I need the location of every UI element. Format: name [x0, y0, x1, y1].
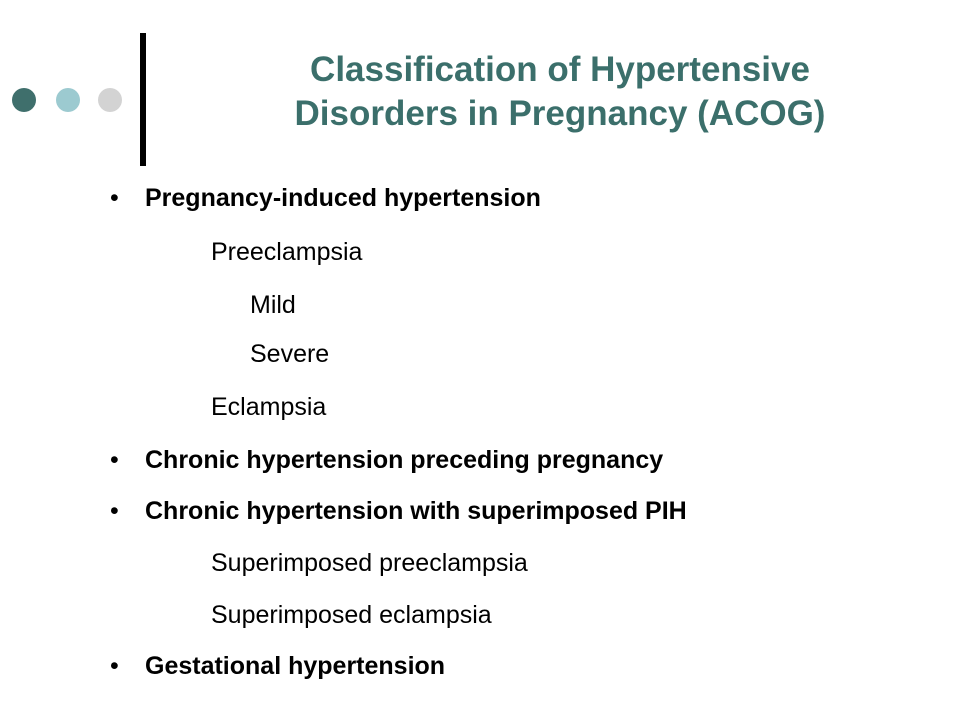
bullet-chronic-hypertension: Chronic hypertension preceding pregnancy — [145, 446, 664, 474]
bullet-marker: • — [110, 652, 119, 680]
subitem-superimposed-preeclampsia: Superimposed preeclampsia — [211, 549, 528, 577]
subitem-superimposed-eclampsia: Superimposed eclampsia — [211, 601, 492, 629]
slide-title-line-2: Disorders in Pregnancy (ACOG) — [294, 94, 826, 133]
subitem-preeclampsia: Preeclampsia — [211, 238, 363, 266]
bullet-pregnancy-induced-hypertension: Pregnancy-induced hypertension — [145, 184, 541, 212]
slide-title-line-1: Classification of Hypertensive — [310, 50, 810, 89]
subitem-severe: Severe — [250, 340, 330, 368]
bullet-marker: • — [110, 446, 119, 474]
subitem-mild: Mild — [250, 291, 296, 319]
subitem-eclampsia: Eclampsia — [211, 393, 327, 421]
bullet-chronic-superimposed-pih: Chronic hypertension with superimposed PIH — [145, 497, 687, 525]
bullet-marker: • — [110, 497, 119, 525]
bullet-gestational-hypertension: Gestational hypertension — [145, 652, 446, 680]
bullet-marker: • — [110, 184, 119, 212]
